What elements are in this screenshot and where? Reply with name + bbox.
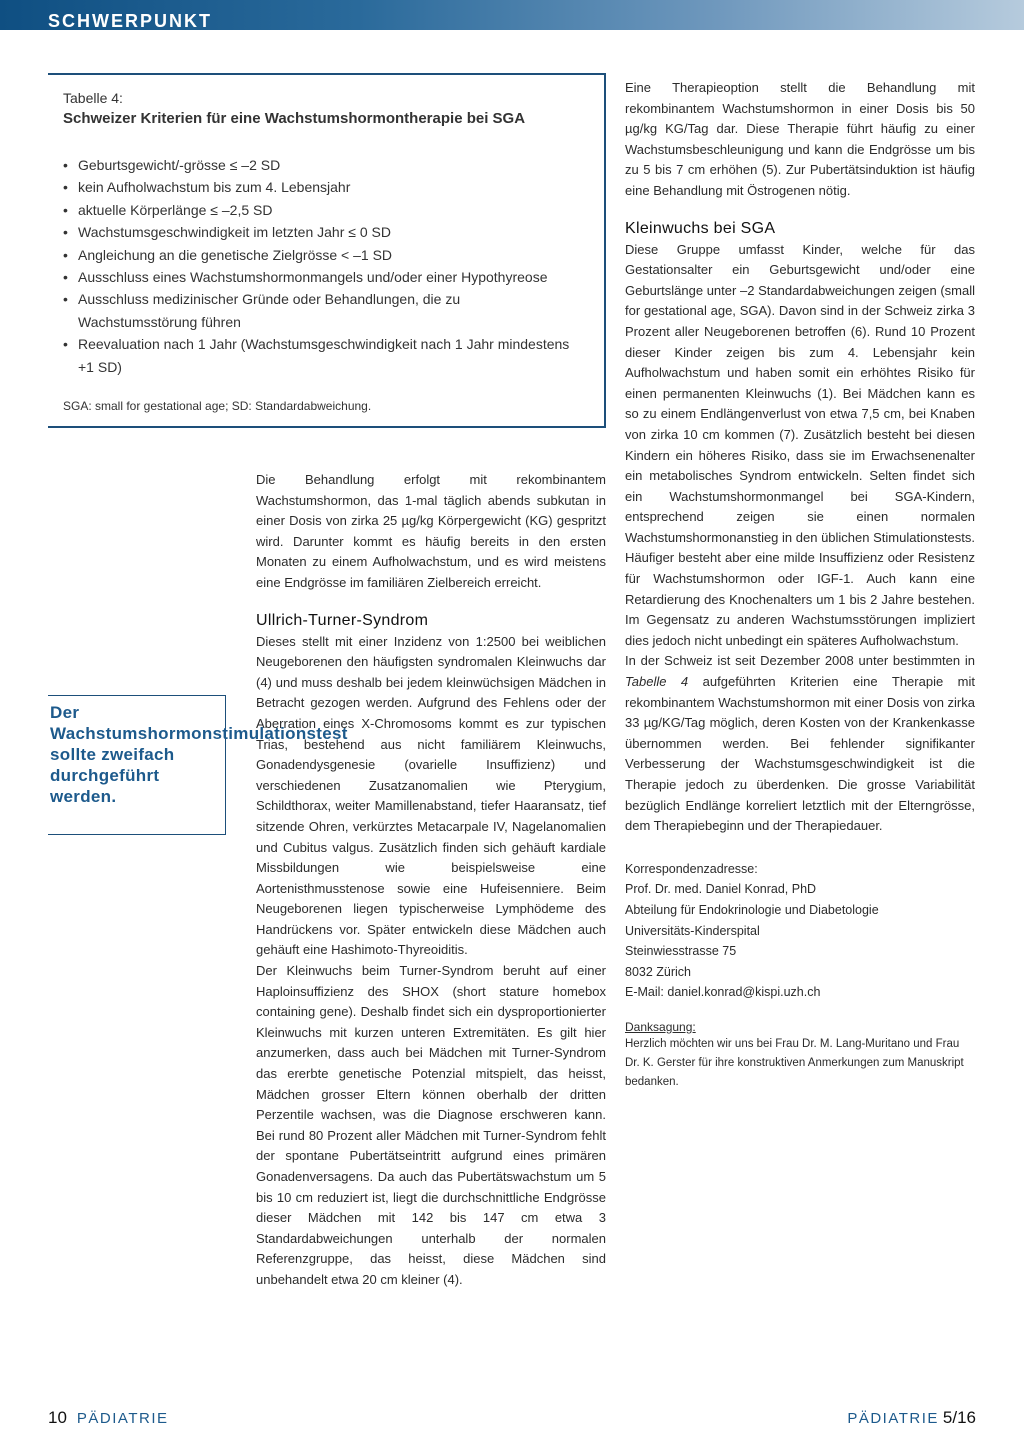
table-footnote: SGA: small for gestational age; SD: Standardabweichung.: [63, 399, 372, 413]
paragraph: Der Kleinwuchs beim Turner-Syndrom beruht auf einer Haploinsuffizienz des SHOX (short stature homebox containing gene). Deshalb findet sich ein dysproportionierter Kleinwuchs mit kurzen unteren Extremitäten. Es gilt hier anzumerken, dass auch bei Mädchen mit Turner-Syndrom das ererbte genetische Potenzial mitspielt, das heisst, Mädchen grosser Eltern können oberhalb der dritten Perzentile wachsen, was die Diagnose erschweren kann. Bei rund 80 Prozent aller Mädchen mit Turner-Syndrom fehlt der spontane Pubertätseintritt aufgrund eines primären Gonadenversagens. Da auch das Pubertätswachstum um 5 bis 10 cm reduziert ist, liegt die durchschnittliche Endgrösse dieser Mädchen mit 142 bis 147 cm etwa 3 Standardabweichungen unterhalb der normalen Referenzgruppe, das heisst, diese Mädchen sind unbehandelt etwa 20 cm kleiner (4).: [256, 963, 606, 1287]
address-line: Universitäts-Kinderspital: [625, 923, 760, 938]
list-item: • Reevaluation nach 1 Jahr (Wachstumsgeschwindigkeit nach 1 Jahr mindestens +1 SD): [63, 333, 583, 378]
paragraph: Die Behandlung erfolgt mit rekombinantem Wachstumshormon, das 1-mal täglich abends subkutan in einer Dosis von zirka 25 µg/kg Körpergewicht (KG) gespritzt wird. Darunter kommt es häufig bereits in den ersten Monaten zu einem Aufholwachstum, und es wird meistens eine Endgrösse im familiären Zielbereich erreicht.: [256, 472, 606, 590]
footer-right: [837, 1408, 976, 1429]
list-item: • Ausschluss eines Wachstumshormonmangels und/oder einer Hypothyreose: [63, 266, 583, 288]
section-heading: Kleinwuchs bei SGA: [625, 219, 776, 237]
table-reference: Tabelle 4: [625, 674, 689, 690]
criteria-list: [63, 154, 583, 378]
list-item: • Angleichung an die genetische Zielgrösse < –1 SD: [63, 244, 583, 266]
list-item: • Wachstumsgeschwindigkeit im letzten Jahr ≤ 0 SD: [63, 221, 583, 243]
address-title: Korrespondenzadresse:: [625, 861, 758, 876]
paragraph: Diese Gruppe umfasst Kinder, welche für das Gestationsalter ein Geburtsgewicht und/oder eine Geburtslänge unter –2 Standardabweichungen zeigen (small for gestational age, SGA). Davon sind in der Schweiz zirka 3 Prozent aller Neugeborenen betroffen (6). Rund 10 Prozent dieser Kinder zeigen bis zum 4. Lebensjahr kein Aufholwachstum und haben somit ein erhöhtes Risiko für einen permanenten Kleinwuchs (1). Bei Mädchen kann es so zu einem Endlängenverlust von etwa 7,5 cm, bei Knaben von zirka 10 cm kommen (7). Zusätzlich besteht bei diesen Kindern ein höheres Risiko, dass sie im Erwachsenenalter ein metabolisches Syndrom entwickeln. Selten findet sich ein Wachstumshormonmangel bei SGA-Kindern, entsprechend zeigen sie einen normalen Wachstumshormonanstieg in den üblichen Stimulationstests. Häufiger besteht aber eine milde Insuffizienz oder Resistenz für Wachstumshormon oder IGF-1. Auch kann eine Retardierung des Knochenalters um 1 bis 2 Jahre bestehen. Im Gegensatz zu anderen Wachstumsstörungen impliziert dies jedoch nicht unbedingt ein späteres Aufholwachstum.: [625, 241, 975, 648]
paragraph: Eine Therapieoption stellt die Behandlung mit rekombinantem Wachstumshormon in einer Dosis bis 50 µg/kg KG/Tag dar. Diese Therapie führt häufig zu einer Wachstumsbeschleunigung und kann die Endgrösse um bis zu 5 bis 7 cm erhöhen (5). Zur Pubertätsinduktion ist häufig eine Behandlung mit Östrogenen nötig.: [625, 80, 975, 198]
list-item: • kein Aufholwachstum bis zum 4. Lebensjahr: [63, 176, 583, 198]
address-email: E-Mail: daniel.konrad@kispi.uzh.ch: [625, 985, 821, 1000]
address-line: 8032 Zürich: [625, 964, 692, 979]
acknowledgement-text: Herzlich möchten wir uns bei Frau Dr. M. Lang-Muritano und Frau Dr. K. Gerster für ihre konstruktiven Anmerkungen zum Manuskript bedanken.: [625, 1037, 964, 1088]
address-line: Prof. Dr. med. Daniel Konrad, PhD: [625, 882, 817, 897]
table-label: Tabelle 4:: [63, 90, 123, 106]
address-line: Abteilung für Endokrinologie und Diabetologie: [625, 902, 879, 917]
right-column: [625, 78, 975, 1092]
list-item: • Geburtsgewicht/-grösse ≤ –2 SD: [63, 154, 583, 176]
paragraph-text: In der Schweiz ist seit Dezember 2008 unter bestimmten in: [625, 653, 975, 669]
section-title: SCHWERPUNKT: [48, 11, 212, 31]
page-number: 10: [48, 1408, 67, 1427]
pull-quote: [48, 695, 348, 835]
acknowledgement-title: Danksagung:: [625, 1019, 696, 1034]
middle-column: [256, 470, 606, 1291]
journal-name: PÄDIATRIE: [847, 1410, 939, 1427]
list-item: • aktuelle Körperlänge ≤ –2,5 SD: [63, 199, 583, 221]
criteria-table: [48, 73, 606, 428]
correspondence-address: [625, 859, 975, 1003]
paragraph: Dieses stellt mit einer Inzidenz von 1:2500 bei weiblichen Neugeborenen den häufigsten syndromalen Kleinwuchs dar (4) und muss deshalb bei jedem kleinwüchsigen Mädchen in Betracht gezogen werden. Aufgrund des Fehlens oder der Aberration eines X-Chromosoms kommt es zur typischen Trias, bestehend aus nicht familiärem Kleinwuchs, Gonadendysgenesie (ovarielle Insuffizienz) und verschiedenen Zusatzanomalien wie Pterygium, Schildthorax, weiter Mamillenabstand, tiefer Haaransatz, tief sitzende Ohren, verkürztes Metacarpale IV, Nagelanomalien und Cubitus valgus. Zusätzlich finden sich gehäuft kardiale Missbildungen wie beispielsweise eine Aortenisthmusstenose sowie eine Hufeisenniere. Beim Neugeborenen liegen typischerweise Lymphödeme des Handrückens vor. Später entwickeln diese Mädchen auch gehäuft eine Hashimoto-Thyreoiditis.: [256, 633, 606, 958]
journal-name: PÄDIATRIE: [76, 1410, 169, 1427]
footer-left: [48, 1408, 169, 1429]
table-title: Schweizer Kriterien für eine Wachstumshormontherapie bei SGA: [63, 110, 526, 127]
section-heading: Ullrich-Turner-Syndrom: [256, 611, 429, 629]
list-item: • Ausschluss medizinischer Gründe oder Behandlungen, die zu Wachstumsstörung führen: [63, 288, 583, 333]
pull-quote-text: Der Wachstumshormonstimulationstest sollte zweifach durchgeführt werden.: [50, 703, 348, 806]
paragraph-text: aufgeführten Kriterien eine Therapie mit rekombinantem Wachstumshormon mit einer Dosis von zirka 33 µg/KG/Tag möglich, deren Kosten von der Krankenkasse übernommen werden. Bei fehlender signifikanter Verbesserung der Wachstumsgeschwindigkeit ist die Therapie jedoch zu überdenken. Die grosse Variabilität bezüglich Endlänge korreliert letztlich mit der Elterngrösse, dem Therapiebeginn und der Therapiedauer.: [625, 674, 975, 834]
address-line: Steinwiesstrasse 75: [625, 944, 737, 959]
issue-number: 5/16: [942, 1408, 976, 1427]
paragraph: [625, 651, 975, 836]
header-bar: [0, 0, 1024, 30]
